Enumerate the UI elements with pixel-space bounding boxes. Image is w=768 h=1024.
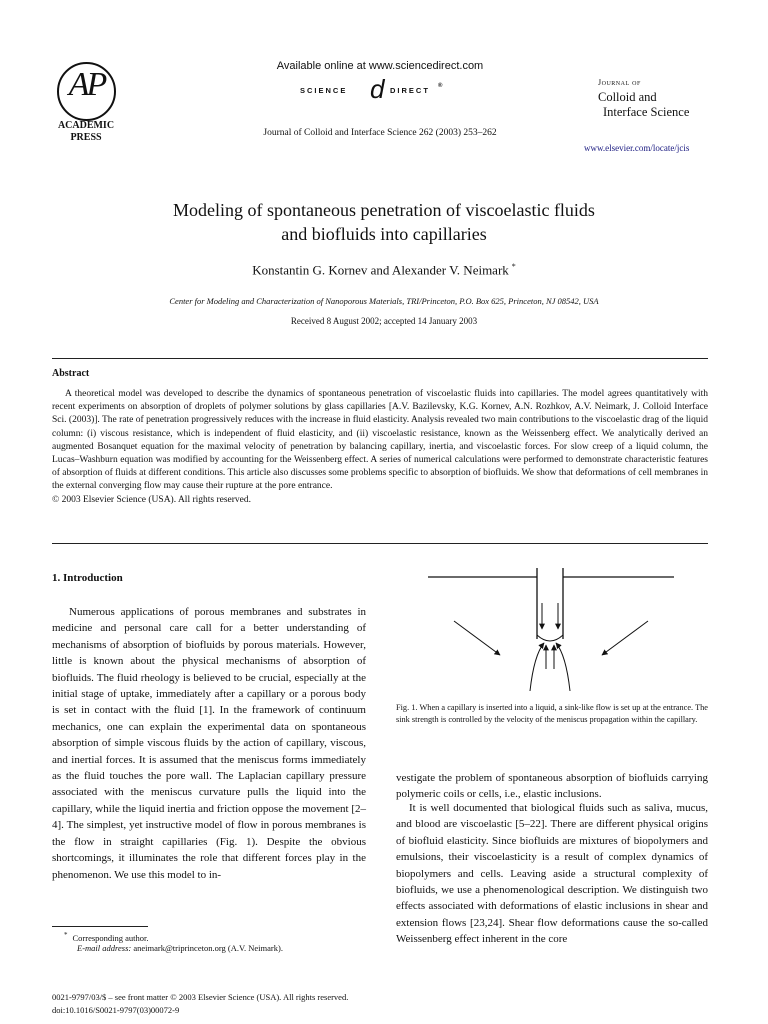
received-dates: Received 8 August 2002; accepted 14 January 2003 (290, 316, 478, 326)
journal-title-line1: Colloid and (598, 90, 657, 104)
meniscus (537, 635, 563, 641)
publisher-name (50, 120, 122, 144)
figure-1-caption: Fig. 1. When a capillary is inserted into a liquid, a sink-like flow is set up at the entrance. The sink strength is controlled by the velocity of the meniscus propagation within the capillary. (396, 703, 708, 725)
abstract-top-rule (52, 358, 708, 359)
footnote-email-label: E-mail address: (77, 943, 132, 953)
right-column-paragraph: It is well documented that biological fluids such as saliva, mucus, and blood are viscoelastic [5–22]. There are different physical origins of biofluid elasticity. Since biofluids are mixtures of biopolymers and emulsions, their viscoelasticity is a result of complex dynamics of biopolymers and cells. Leaving aside a structural complexity of biofluids, we use a phenomenological description. We distinguish two effects associated with deformations of elastic inclusions in shear and extension flows [23,24]. Shear flow deformations cause the so-called Weissenberg effect inherent in the core (396, 802, 708, 946)
available-online-text: Available online at www.sciencedirect.com (276, 60, 484, 72)
journal-of-label: Journal of (598, 78, 641, 87)
footnote-corresponding-author (64, 931, 149, 943)
journal-title (598, 90, 689, 120)
sink-flow-arrow-left (454, 621, 500, 655)
journal-title-line2: Interface Science (603, 105, 690, 119)
publisher-name-line1: ACADEMIC (57, 120, 115, 131)
right-column-continuation: vestigate the problem of spontaneous absorption of biofluids carrying polymeric coils or cells, i.e., elastic inclusions. (396, 772, 708, 801)
article-title-line1: Modeling of spontaneous penetration of viscoelastic fluids (173, 200, 595, 220)
article-authors (60, 262, 708, 278)
streamline-right (556, 643, 570, 691)
sd-registered-mark: ® (438, 83, 443, 89)
publisher-name-line2: PRESS (70, 132, 102, 143)
abstract-text: A theoretical model was developed to describe the dynamics of spontaneous penetration of viscoelastic fluids into capillaries. The model agrees quantitatively with recent experiments on absorption of droplets of polymer solutions by glass capillaries [A.V. Bazilevsky, K.G. Kornev, A.N. Rozhkov, A.V. Neimark, J. Colloid Interface Sci. (2003)]. The rate of penetration progressively reduces with the increase in fluid elasticity. Analysis revealed two main contributions to the viscoelastic drag of the liquid column: (i) viscous resistance, which is independent of fluid elasticity, and (ii) viscoelastic resistance, known as the Weissenberg effect. We analytically derived an augmented Bosanquet equation for the maximal velocity of penetration by balancing capillary, inertia, and viscoelastic forces. For slow creep of a liquid column, the Lucas–Washburn equation was modified by accounting for the Weissenberg effect. A series of numerical calculations were performed to demonstrate characteristic features of absorption of fluids at different conditions. This article also discusses some problems specific to absorption of biofluids. We show that deformations of cell membranes in the external converging flow may cause their rupture at the pore entrance. (52, 389, 708, 492)
abstract-heading: Abstract (52, 368, 90, 379)
footnote-mark: * (64, 931, 68, 939)
figure-1-capillary-diagram (420, 563, 690, 698)
section-heading: 1. Introduction (52, 572, 123, 584)
publisher-logo-text: AP (68, 66, 105, 103)
footnote-email (77, 943, 283, 953)
abstract-bottom-rule (52, 543, 708, 544)
footnote-corresponding-text: Corresponding author. (72, 932, 149, 943)
sd-right-word: DIRECT (390, 86, 430, 95)
author-affiliation: Center for Modeling and Characterization of Nanoporous Materials, TRI/Princeton, P.O. Box 625, Princeton, NJ 08542, USA (169, 296, 599, 306)
authors-text: Konstantin G. Kornev and Alexander V. Neimark (252, 262, 509, 278)
article-title (60, 198, 708, 246)
sciencedirect-logo (290, 74, 470, 104)
left-column-paragraph: Numerous applications of porous membranes and substrates in medicine and personal care call for a better understanding of mechanisms of absorption of biofluids by porous materials. However, little is known about the physical mechanisms of absorption of biofluids. The fluid rheology is believed to be crucial, especially at the initial stage of uptake, immediately after a capillary or a porous body is set in contact with the fluid [1]. In the framework of continuum mechanics, one can explain the experimental data on spontaneous absorption of simple viscous fluids by the action of capillary, viscous, and inertial forces. It is assumed that the meniscus forms immediately as the fluid touches the pore wall. The Laplacian capillary pressure associated with the meniscus curvature pulls the liquid into the capillary, while the liquid inertia and friction oppose the movement [2–4]. The simplest, yet instructive model of flow in porous membranes is the flow in straight capillaries (Fig. 1). Despite the obvious shortcomings, it illuminates the role that different forces play in the phenomenon. We use this model to in- (52, 606, 366, 881)
abstract-body (52, 388, 708, 507)
abstract-copyright: © 2003 Elsevier Science (USA). All rights reserved. (52, 494, 252, 505)
journal-url-link[interactable]: www.elsevier.com/locate/jcis (584, 143, 690, 153)
sd-left-word: SCIENCE (300, 86, 348, 95)
article-title-line2: and biofluids into capillaries (281, 224, 487, 244)
footnote-email-value[interactable]: aneimark@triprinceton.org (A.V. Neimark). (133, 943, 283, 953)
journal-reference: Journal of Colloid and Interface Science 262 (2003) 253–262 (263, 128, 497, 138)
streamline-left (530, 643, 544, 691)
sd-at-icon: d (370, 74, 385, 104)
footer-doi-line[interactable]: doi:10.1016/S0021-9797(03)00072-9 (52, 1005, 180, 1015)
footnote-rule (52, 926, 148, 927)
sink-flow-arrow-right (602, 621, 648, 655)
author-footnote-mark[interactable]: * (511, 262, 516, 271)
footer-issn-line: 0021-9797/03/$ – see front matter © 2003 Elsevier Science (USA). All rights reserved. (52, 992, 349, 1002)
